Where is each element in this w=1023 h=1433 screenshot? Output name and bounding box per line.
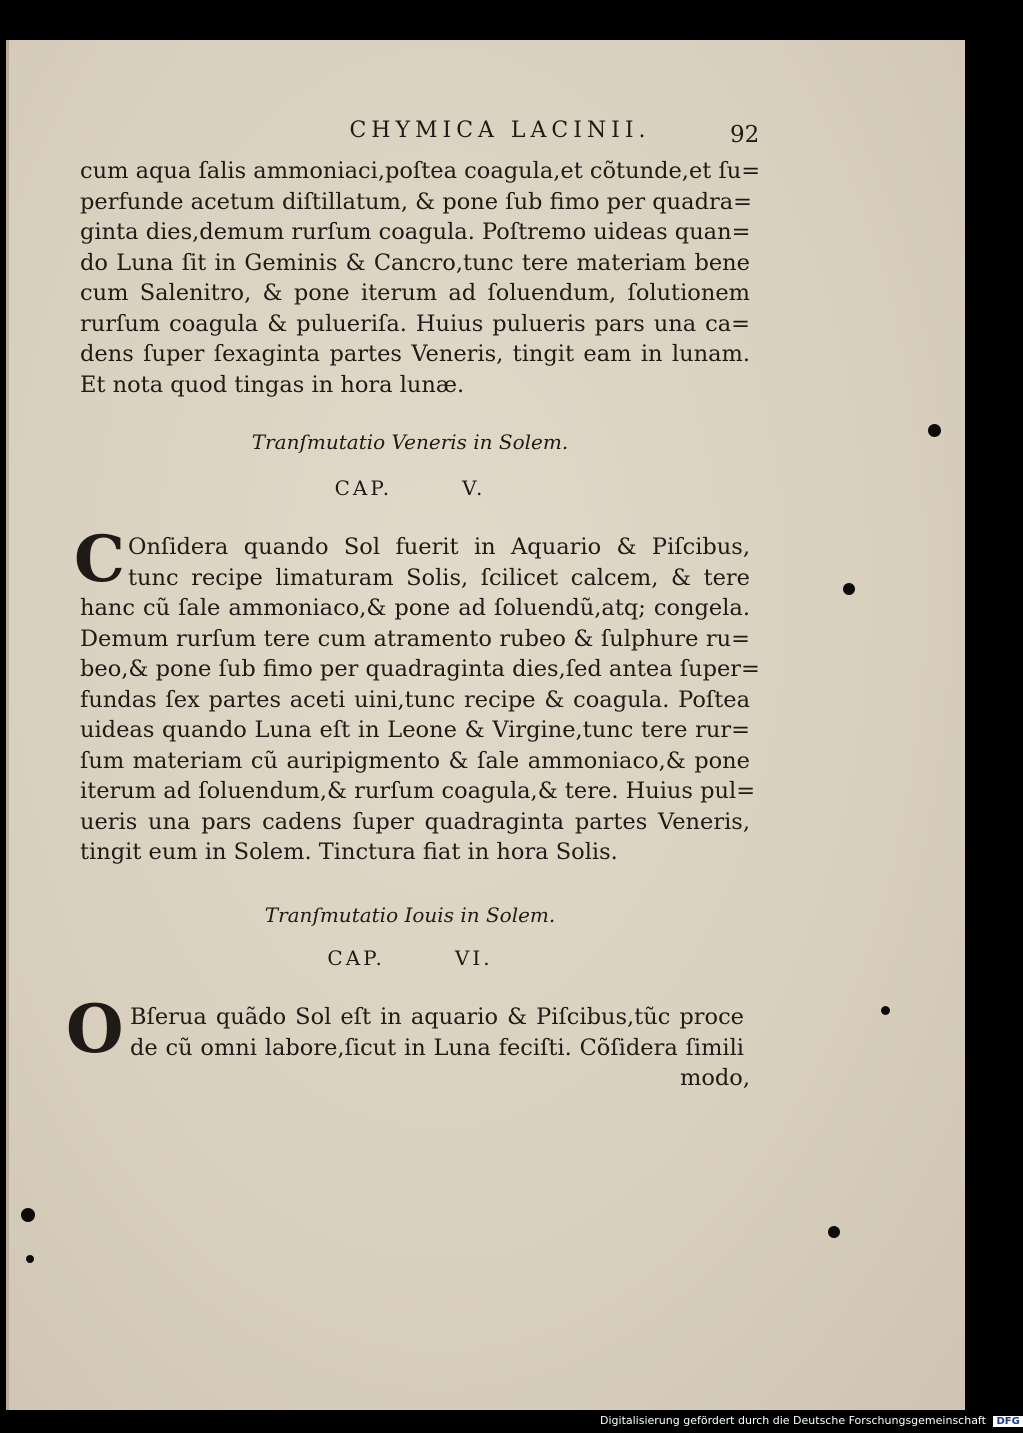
text-line: cum Salenitro, & pone iterum ad ſoluendum, ſolutionem xyxy=(80,280,750,306)
text-line: Demum rurſum tere cum atramento rubeo & ſulphure ru= xyxy=(80,625,750,652)
paragraph-chapter-5-indented xyxy=(128,532,750,593)
chapter-5-heading: Tranſmutatio Veneris in Solem. xyxy=(251,430,569,454)
text-line: uideas quando Luna eſt in Leone & Virgine,tunc tere rur= xyxy=(80,717,750,743)
dfg-logo: DFG xyxy=(993,1416,1022,1427)
chapter-5-label xyxy=(0,476,820,500)
cap-label: CAP. xyxy=(327,946,385,970)
cap-number: V. xyxy=(462,476,486,500)
chapter-6-heading: Tranſmutatio Iouis in Solem. xyxy=(264,903,556,927)
drop-cap-c: C xyxy=(74,522,125,597)
cap-number: VI. xyxy=(454,946,493,970)
text-line: ſum materiam cũ auripigmento & ſale ammoniaco,& pone xyxy=(80,747,750,774)
text-line: Et nota quod tingas in hora lunæ. xyxy=(80,371,465,398)
text-line: tunc recipe limaturam Solis, ſcilicet calcem, & tere xyxy=(128,564,750,591)
catchword-text: modo, xyxy=(680,1065,750,1091)
text-line: ueris una pars cadens ſuper quadraginta partes Veneris, xyxy=(80,808,750,835)
drop-cap-o: O xyxy=(66,990,124,1068)
text-line: do Luna ſit in Geminis & Cancro,tunc tere materiam bene xyxy=(80,249,750,276)
ink-spot xyxy=(26,1255,34,1263)
footer-text: Digitalisierung gefördert durch die Deutsche Forschungsgemeinschaft xyxy=(600,1414,986,1427)
chapter-6-label xyxy=(0,946,820,970)
paragraph-chapter-6-indented xyxy=(130,1002,744,1063)
text-line: de cũ omni labore,ſicut in Luna feciſti. Cõſidera ſimili xyxy=(130,1034,744,1061)
paragraph-chapter-5 xyxy=(80,593,760,868)
paragraph-top xyxy=(80,156,761,400)
text-line: tingit eum in Solem. Tinctura fiat in hora Solis. xyxy=(80,839,618,865)
running-head: CHYMICA LACINII. xyxy=(349,118,651,143)
text-line: beo,& pone ſub fimo per quadraginta dies,ſed antea ſuper= xyxy=(80,656,760,682)
text-line: cum aqua ſalis ammoniaci,poſtea coagula,et cõtunde,et ſu= xyxy=(80,158,761,184)
catchword xyxy=(80,1063,750,1094)
ink-spot xyxy=(928,424,941,437)
text-line: fundas ſex partes aceti uini,tunc recipe & coagula. Poſtea xyxy=(80,686,750,713)
ink-spot xyxy=(843,583,855,595)
text-line: ginta dies,demum rurſum coagula. Poſtremo uideas quan= xyxy=(80,219,751,245)
text-line: perfunde acetum diſtillatum, & pone ſub fimo per quadra= xyxy=(80,188,753,215)
ink-spot xyxy=(881,1006,890,1015)
text-line: iterum ad ſoluendum,& rurſum coagula,& tere. Huius pul= xyxy=(80,778,756,804)
digitization-footer xyxy=(600,1414,1023,1427)
text-line: rurſum coagula & pulueriſa. Huius pulueris pars una ca= xyxy=(80,310,750,337)
text-line: dens ſuper ſexaginta partes Veneris, tingit eam in lunam. xyxy=(80,341,750,367)
text-line: Onſidera quando Sol fuerit in Aquario & Piſcibus, xyxy=(128,534,750,560)
ink-spot xyxy=(21,1208,35,1222)
text-line: Bſerua quãdo Sol eſt in aquario & Piſcibus,tũc proce xyxy=(130,1004,744,1030)
page-number: 92 xyxy=(730,122,760,148)
cap-label: CAP. xyxy=(334,476,393,500)
ink-spot xyxy=(828,1226,840,1238)
text-line: hanc cũ ſale ammoniaco,& pone ad ſoluendũ,atq; congela. xyxy=(80,595,750,621)
